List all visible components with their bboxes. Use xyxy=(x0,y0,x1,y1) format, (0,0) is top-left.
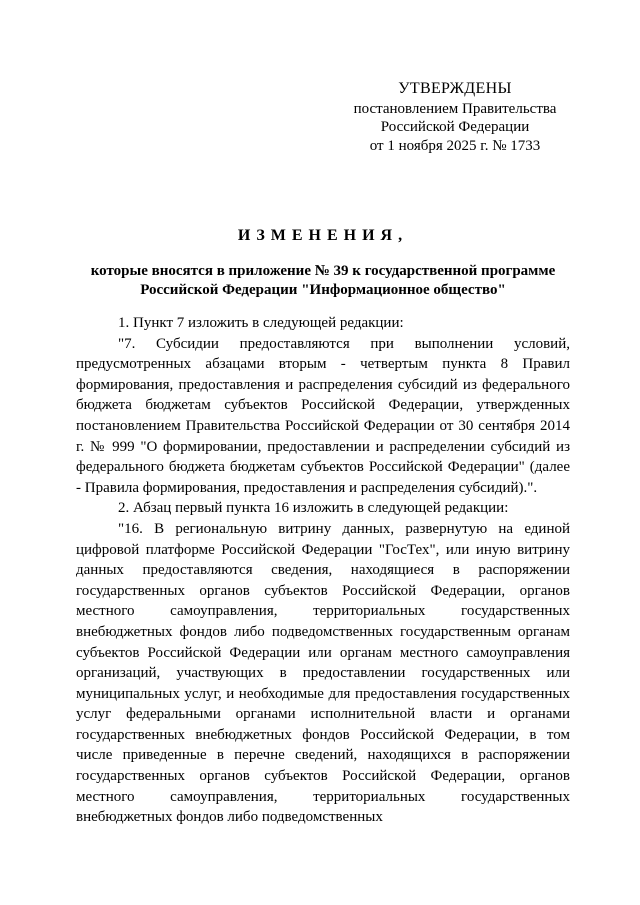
subtitle-line-2: Российской Федерации "Информационное общество" xyxy=(140,281,506,298)
paragraph-item-2: 2. Абзац первый пункта 16 изложить в следующей редакции: xyxy=(118,500,509,517)
paragraph-item-16: "16. В региональную витрину данных, развернутую на единой цифровой платформе Российской Федерации "ГосТех", или иную витрину данных предоставляются сведения, находящиеся в распоряжении государственных органов субъектов Российской Федерации, органов местного самоуправления, территориальных государственных внебюджетных фондов либо подведомственных государственным органам субъектов Российской Федерации или органам местного самоуправления организаций, участвующих в предоставлении государственных или муниципальных услуг, и необходимые для предоставления государственных услуг федеральными органами исполнительной власти и органами государственных внебюджетных фондов Российской Федерации, в том числе приведенные в перечне сведений, находящихся в распоряжении государственных органов субъектов Российской Федерации, органов местного самоуправления, территориальных государственных внебюджетных фондов либо подведомственных xyxy=(76,520,570,826)
approval-line-3: от 1 ноября 2025 г. № 1733 xyxy=(369,137,541,154)
document-body xyxy=(76,313,570,828)
approval-heading: УТВЕРЖДЕНЫ xyxy=(398,80,512,97)
approval-stamp xyxy=(330,80,580,155)
title-heading: ИЗМЕНЕНИЯ, xyxy=(237,227,409,244)
title-subtitle xyxy=(76,262,570,299)
approval-line-2: Российской Федерации xyxy=(380,119,530,135)
document-title xyxy=(76,226,570,299)
subtitle-line-1: которые вносятся в приложение № 39 к государственной программе xyxy=(90,263,556,279)
paragraph-item-7: "7. Субсидии предоставляются при выполнении условий, предусмотренных абзацами вторым - четвертым пункта 8 Правил формирования, предоставления и распределения субсидий из федерального бюджета бюджетам субъектов Российской Федерации, утвержденных постановлением Правительства Российской Федерации от 30 сентября 2014 г. № 999 "О формировании, предоставлении и распределении субсидий из федерального бюджета бюджетам субъектов Российской Федерации" (далее - Правила формирования, предоставления и распределения субсидий).". xyxy=(76,335,570,496)
approval-line-1: постановлением Правительства xyxy=(353,100,557,117)
paragraph-item-1: 1. Пункт 7 изложить в следующей редакции: xyxy=(118,315,404,331)
